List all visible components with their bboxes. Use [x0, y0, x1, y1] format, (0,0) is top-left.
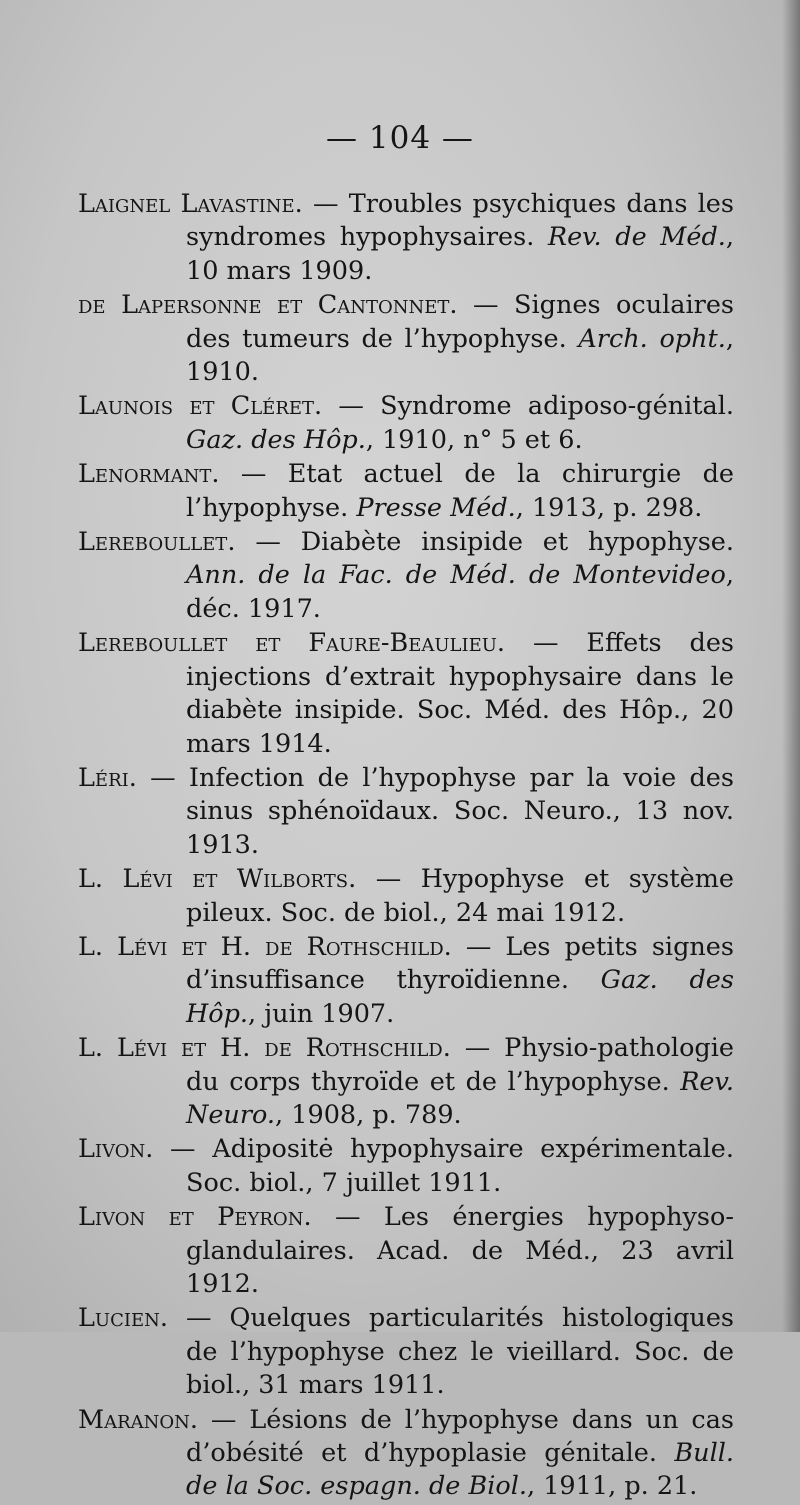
- page-number: — 104 —: [326, 120, 474, 156]
- entry-text: Les petits signes d’insuffisance thyroïdienne.: [186, 931, 734, 996]
- entry-text: Physio-pathologie du corps thyroïde et de l’hypophyse.: [186, 1033, 734, 1097]
- bibliography-entry: Laignel Lavastine. — Troubles psychiques dans les syndromes hypophysaires. Rev. de Méd., 10 mars 1909.: [78, 189, 734, 286]
- entry-text: Signes oculaires des tumeurs de l’hypophyse.: [186, 290, 734, 354]
- bibliography-list: [78, 188, 734, 1505]
- bibliography-entry: Lenormant. — Etat actuel de la chirurgie de l’hypophyse. Presse Méd., 1913, p. 298.: [78, 459, 734, 523]
- entry-text: Diabète insipide et hypophyse.: [300, 527, 734, 558]
- entry-journal: Gaz. des Hôp.: [186, 965, 734, 1029]
- entry-authors: Livon et Peyron: [78, 1202, 304, 1233]
- entry-authors: Lereboullet: [78, 527, 228, 558]
- entry-text: Lésions de l’hypophyse dans un cas d’obésité et d’hypoplasie génitale.: [186, 1404, 734, 1469]
- entry-details: , juin 1907.: [248, 998, 395, 1029]
- entry-journal: Presse Méd.: [356, 492, 516, 523]
- bibliography-entry: L. Lévi et H. de Rothschild. — Physio-pathologie du corps thyroïde et de l’hypophyse. Rev. Neuro., 1908, p. 789.: [78, 1033, 734, 1130]
- entry-journal: Bull. de la Soc. espagn. de Biol.: [186, 1438, 734, 1502]
- entry-authors: Laignel Lavastine: [78, 189, 295, 219]
- bibliography-entry: L. Lévi et Wilborts. — Hypophyse et système pileux. Soc. de biol., 24 mai 1912.: [78, 864, 734, 928]
- bibliography-entry: L. Lévi et H. de Rothschild. — Les petits signes d’insuffisance thyroïdienne. Gaz. des Hôp., juin 1907.: [78, 931, 734, 1029]
- entry-authors: Livon: [78, 1134, 146, 1165]
- bibliography-entry: Lucien. — Quelques particularités histologiques de l’hypophyse chez le vieillard. Soc. de biol., 31 mars 1911.: [78, 1303, 734, 1401]
- entry-authors: L. Lévi et H. de Rothschild: [78, 1033, 443, 1064]
- entry-authors: Lenormant: [78, 459, 212, 490]
- entry-authors: Lereboullet et Faure-Beaulieu: [78, 628, 497, 659]
- entry-details: , 1910.: [186, 323, 735, 388]
- entry-text: Quelques particularités histologiques de l’hypophyse chez le vieillard. Soc. de biol., 31 mars 1911.: [186, 1303, 734, 1401]
- bibliography-entry: Lereboullet. — Diabète insipide et hypophyse. Ann. de la Fac. de Méd. de Montevideo, déc. 1917.: [78, 527, 734, 624]
- entry-authors: L. Lévi et H. de Rothschild: [78, 931, 444, 962]
- entry-text: Hypophyse et système pileux. Soc. de biol., 24 mai 1912.: [186, 864, 734, 928]
- bibliography-entry: Launois et Cléret. — Syndrome adiposo-génital. Gaz. des Hôp., 1910, n° 5 et 6.: [78, 391, 734, 455]
- bibliography-entry: Lereboullet et Faure-Beaulieu. — Effets des injections d’extrait hypophysaire dans le diabète insipide. Soc. Méd. des Hôp., 20 mars 1914.: [78, 628, 734, 759]
- entry-journal: Gaz. des Hôp.: [186, 424, 366, 455]
- entry-details: , déc. 1917.: [186, 560, 734, 624]
- entry-details: , 1913, p. 298.: [515, 492, 703, 523]
- entry-authors: de Lapersonne et Cantonnet: [78, 290, 450, 321]
- entry-details: , 1910, n° 5 et 6.: [365, 424, 583, 455]
- entry-journal: Rev. de Méd.: [547, 222, 726, 253]
- bibliography-entry: Léri. — Infection de l’hypophyse par la voie des sinus sphénoïdaux. Soc. Neuro., 13 nov. 1913.: [78, 762, 734, 860]
- entry-text: Infection de l’hypophyse par la voie des sinus sphénoïdaux. Soc. Neuro., 13 nov. 1913.: [186, 762, 734, 860]
- entry-text: Adipositė hypophysaire expérimentale. Soc. biol., 7 juillet 1911.: [186, 1134, 734, 1198]
- entry-journal: Rev. Neuro.: [186, 1066, 734, 1130]
- entry-text: Etat actuel de la chirurgie de l’hypophyse.: [186, 459, 734, 523]
- bibliography-entry: de Lapersonne et Cantonnet. — Signes oculaires des tumeurs de l’hypophyse. Arch. opht., 1910.: [78, 290, 735, 388]
- bibliography-entry: Livon. — Adipositė hypophysaire expérimentale. Soc. biol., 7 juillet 1911.: [78, 1134, 734, 1198]
- entry-authors: Lucien: [78, 1303, 160, 1334]
- entry-text: Syndrome adiposo-génital.: [380, 391, 734, 422]
- bibliography-entry: Livon et Peyron. — Les énergies hypophyso-glandulaires. Acad. de Méd., 23 avril 1912.: [78, 1202, 734, 1299]
- entry-details: , 10 mars 1909.: [186, 222, 734, 286]
- entry-details: , 1908, p. 789.: [275, 1099, 462, 1130]
- entry-text: Troubles psychiques dans les syndromes hypophysaires.: [186, 189, 734, 253]
- bibliography-entry: Maranon. — Lésions de l’hypophyse dans un cas d’obésité et d’hypoplasie génitale. Bull. de la Soc. espagn. de Biol., 1911, p. 21.: [78, 1404, 734, 1502]
- entry-text: Effets des injections d’extrait hypophysaire dans le diabète insipide. Soc. Méd. des Hôp., 20 mars 1914.: [186, 628, 734, 759]
- entry-authors: Léri: [78, 762, 129, 793]
- entry-journal: Arch. opht.: [578, 323, 726, 354]
- entry-details: , 1911, p. 21.: [527, 1471, 698, 1502]
- entry-authors: L. Lévi et Wilborts: [78, 864, 349, 895]
- entry-authors: Maranon: [78, 1404, 190, 1435]
- entry-authors: Launois et Cléret: [78, 391, 315, 422]
- entry-journal: Ann. de la Fac. de Méd. de Montevideo: [186, 560, 726, 591]
- entry-text: Les énergies hypophyso-glandulaires. Acad. de Méd., 23 avril 1912.: [186, 1202, 734, 1299]
